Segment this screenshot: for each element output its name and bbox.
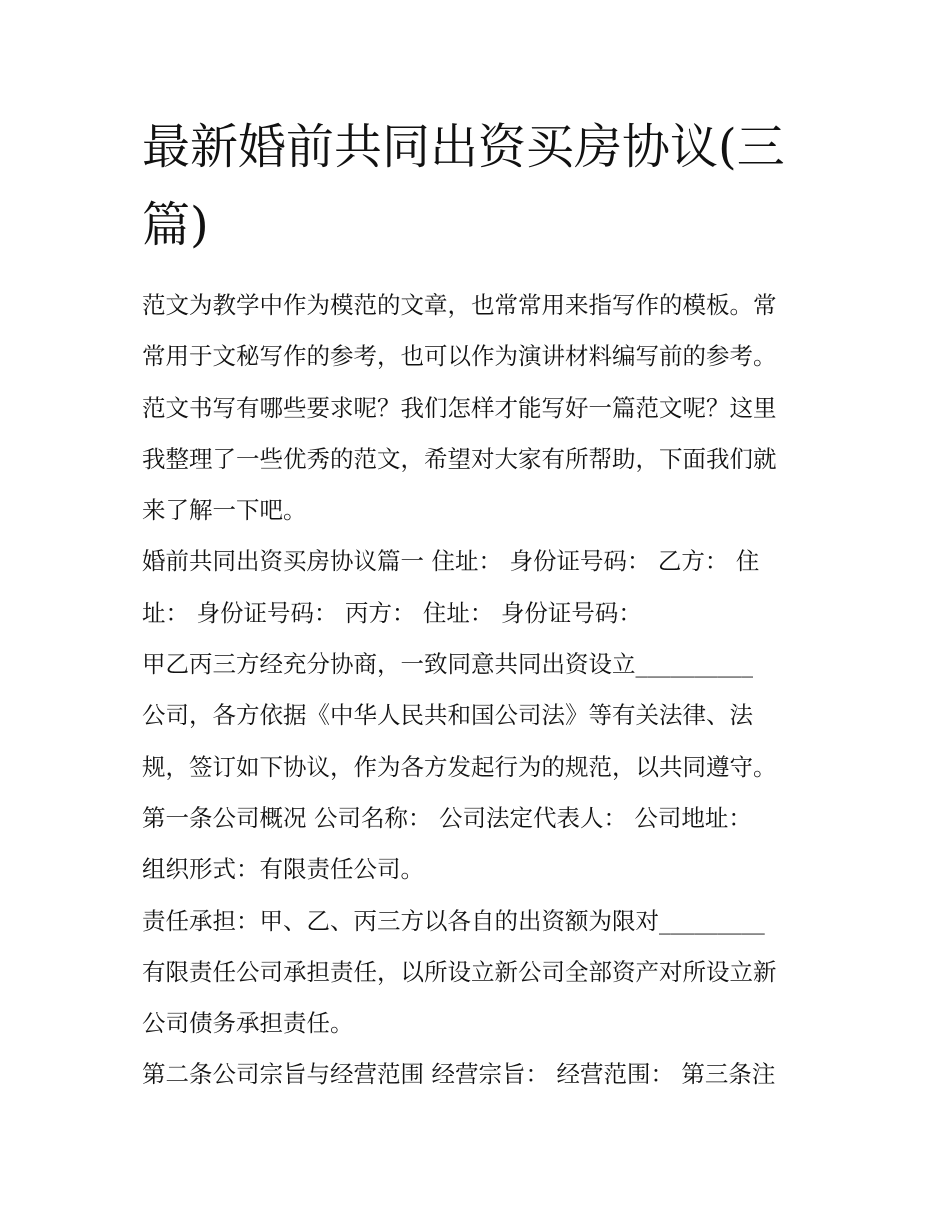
body-line: 第二条公司宗旨与经营范围 经营宗旨： 经营范围： 第三条注 (142, 1060, 776, 1089)
body-line: 来了解一下吧。 (142, 496, 307, 525)
body-line: 规，签订如下协议，作为各方发起行为的规范，以共同遵守。 (142, 752, 777, 781)
title-line: 篇) (142, 197, 209, 253)
body-line: 婚前共同出资买房协议篇一 住址： 身份证号码： 乙方： 住 (142, 547, 760, 576)
title-line: 最新婚前共同出资买房协议(三 (142, 119, 785, 175)
body-line: 常用于文秘写作的参考，也可以作为演讲材料编写前的参考。 (142, 342, 777, 371)
document-title (142, 108, 832, 264)
body-line: 范文为教学中作为模范的文章，也常常用来指写作的模板。常 (142, 291, 777, 319)
body-line: 址： 身份证号码： 丙方： 住址： 身份证号码： (142, 598, 642, 627)
body-line: 组织形式：有限责任公司。 (142, 855, 424, 884)
body-line: 范文书写有哪些要求呢？我们怎样才能写好一篇范文呢？这里 (142, 393, 777, 422)
document-body (142, 280, 832, 1101)
body-line: 责任承担：甲、乙、丙三方以各自的出资额为限对_________ (142, 906, 765, 935)
body-line: 公司债务承担责任。 (142, 1009, 354, 1038)
body-line: 公司，各方依据《中华人民共和国公司法》等有关法律、法 (142, 701, 753, 730)
body-line: 甲乙丙三方经充分协商，一致同意共同出资设立__________ (142, 650, 753, 679)
body-line: 第一条公司概况 公司名称： 公司法定代表人： 公司地址： (142, 803, 752, 832)
body-line: 我整理了一些优秀的范文，希望对大家有所帮助，下面我们就 (142, 444, 777, 473)
body-line: 有限责任公司承担责任，以所设立新公司全部资产对所设立新 (142, 957, 777, 986)
